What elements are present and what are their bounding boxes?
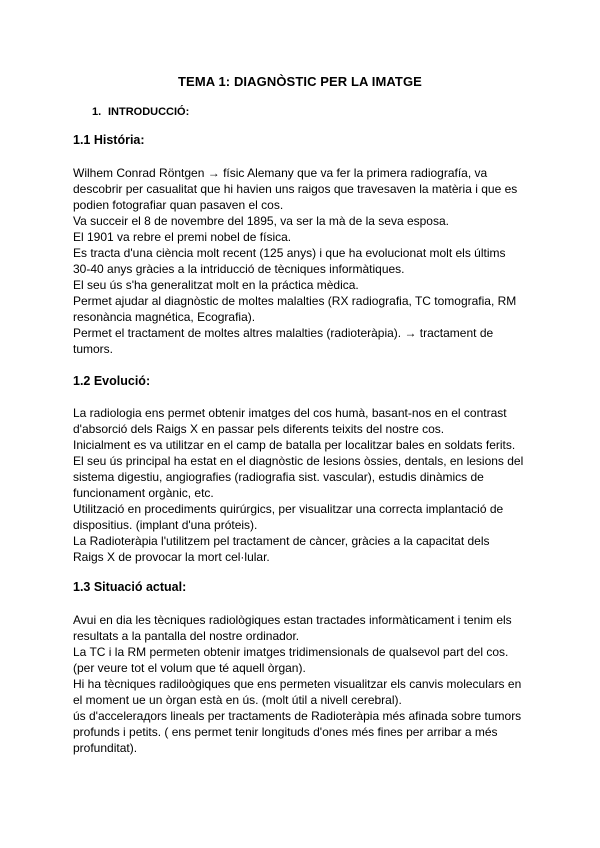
text-line: el moment ue un òrgan està en ús. (molt útil a nivell cerebral).	[73, 693, 402, 707]
paragraph-historia	[73, 165, 533, 357]
heading-situacio-actual: 1.3 Situació actual:	[73, 580, 187, 594]
text-line: profunds i petits. ( ens permet tenir longituds d'ones més fines per arribar a més	[73, 725, 498, 739]
text-line: El seu ús principal ha estat en el diagnòstic de lesions òssies, dentals, en lesions del	[73, 454, 524, 468]
text-line: Raigs X de provocar la mort cel·lular.	[73, 550, 270, 564]
text-line: La Radioteràpia l'utilitzem pel tractament de càncer, gràcies a la capacitat dels	[73, 534, 490, 548]
text-line: Va succeir el 8 de novembre del 1895, va ser la mà de la seva esposa.	[73, 214, 449, 228]
text-line: Inicialment es va utilitzar en el camp de batalla per localitzar bales en soldats ferits.	[73, 438, 516, 452]
text-line: Permet el tractament de moltes altres malalties (radioteràpia). → tractament de	[73, 326, 494, 340]
text-line: funcionament orgànic, etc.	[73, 486, 214, 500]
text-line: dispositius. (implant d'una próteis).	[73, 518, 258, 532]
text-line: tumors.	[73, 342, 114, 356]
text-line: profunditat).	[73, 741, 138, 755]
text-line: Es tracta d'una ciència molt recent (125 anys) i que ha evolucionat molt els últims	[73, 246, 506, 260]
text-line: Hi ha tècniques radiloògiques que ens permeten visualitzar els canvis moleculars en	[73, 677, 522, 691]
text-line: Permet ajudar al diagnòstic de moltes malalties (RX radiografia, TC tomografia, RM	[73, 294, 517, 308]
text-line: ús d'accelerадors lineals per tractaments de Radioteràpia més afinada sobre tumors	[73, 709, 522, 723]
text-line: Avui en dia les tècniques radiològiques estan tractades informàticament i tenim els	[73, 613, 512, 627]
heading-evolucio: 1.2 Evolució:	[73, 374, 151, 388]
section-heading-introduccio	[92, 106, 189, 118]
text-line: La TC i la RM permeten obtenir imatges tridimensionals de qualsevol part del cos.	[73, 645, 509, 659]
section-number: 1.	[92, 106, 102, 118]
paragraph-evolucio	[73, 405, 533, 565]
text-line: Wilhem Conrad Röntgen → físic Alemany que va fer la primera radiografía, va	[73, 166, 488, 180]
text-line: d'absorció dels Raigs X en passar pels diferents teixits del nostre cos.	[73, 422, 445, 436]
text-line: El seu ús s'ha generalitzat molt en la práctica mèdica.	[73, 278, 359, 292]
section-label: INTRODUCCIÓ:	[108, 106, 190, 118]
heading-historia: 1.1 História:	[73, 133, 145, 147]
text-line: El 1901 va rebre el premi nobel de física.	[73, 230, 292, 244]
paragraph-situacio-actual	[73, 612, 533, 756]
document-title: TEMA 1: DIAGNÒSTIC PER LA IMATGE	[178, 74, 422, 89]
text-line: resultats a la pantalla del nostre ordinador.	[73, 629, 300, 643]
text-line: sistema digestiu, angiografies (radiografia sist. vascular), estudis dinàmics de	[73, 470, 484, 484]
text-line: 30-40 anys gràcies a la intriducció de tècniques informàtiques.	[73, 262, 405, 276]
text-line: La radiologia ens permet obtenir imatges del cos humà, basant-nos en el contrast	[73, 406, 507, 420]
text-line: resonància magnética, Ecografia).	[73, 310, 256, 324]
text-line: podien fotografiar quan pasaven el cos.	[73, 198, 284, 212]
text-line: (per veure tot el volum que té aquell òrgan).	[73, 661, 306, 675]
text-line: Utilització en procediments quirúrgics, per visualitzar una correcta implantació de	[73, 502, 504, 516]
text-line: descobrir per casualitat que hi havien uns raigos que travesaven la matèria i que es	[73, 182, 518, 196]
